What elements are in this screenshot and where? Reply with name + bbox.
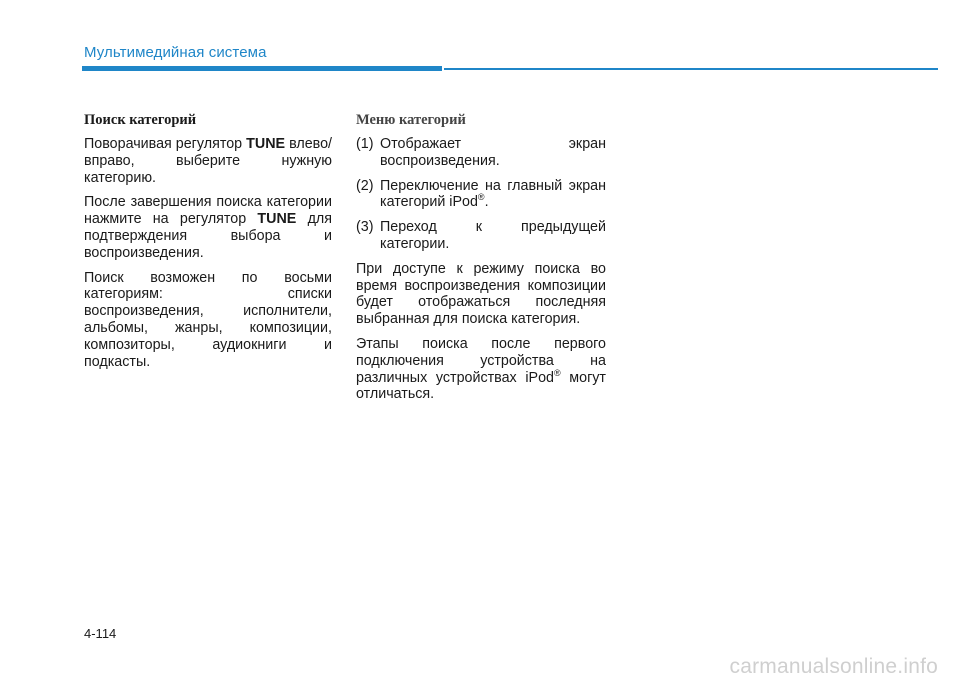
text-run: После завершения поиска категории нажмите на регулятор	[84, 194, 332, 228]
left-column	[84, 112, 332, 378]
registered-mark: ®	[477, 192, 485, 203]
text-run: могут отличаться.	[356, 369, 606, 403]
list-item-number: (2)	[356, 177, 374, 194]
registered-mark: ®	[553, 367, 561, 378]
right-column	[356, 112, 606, 411]
category-search-title: Поиск категорий	[84, 112, 197, 128]
menu-list	[356, 136, 606, 253]
category-menu-title: Меню категорий	[356, 112, 466, 128]
list-item-text: Отображает экран воспроизведения.	[380, 136, 606, 169]
text-run: для подтверждения выбора и воспроизведения.	[84, 211, 332, 261]
header-rule-thin	[444, 68, 938, 70]
paragraph-search-mode: При доступе к режиму поиска во время воспроизведения композиции будет отображаться последняя выбранная для поиска категория.	[356, 260, 606, 328]
keyword-tune: TUNE	[246, 136, 286, 152]
site-watermark: carmanualsonline.info	[729, 655, 938, 678]
paragraph-tune-confirm	[84, 194, 332, 261]
paragraph-search-steps	[356, 336, 606, 403]
paragraph-categories: Поиск возможен по восьми категориям: списки воспроизведения, исполнители, альбомы, жанры, композиции, композиторы, аудиокниги и подкасты.	[84, 269, 332, 370]
paragraph-tune-rotate	[84, 136, 332, 186]
page-number: 4-114	[84, 626, 117, 641]
list-item	[356, 178, 606, 212]
list-item	[356, 219, 606, 253]
list-item-number: (1)	[356, 136, 374, 152]
keyword-tune: TUNE	[257, 211, 297, 228]
list-item-text: Переключение на главный экран категорий iPod	[380, 177, 606, 211]
list-item	[356, 136, 606, 170]
text-run: Этапы поиска после первого подключения устройства на различных устройствах iPod	[356, 335, 606, 386]
list-item-text-end: .	[484, 194, 489, 211]
list-item-text: Переход к предыдущей категории.	[380, 219, 606, 252]
text-run: влево/вправо, выберите нужную категорию.	[84, 136, 332, 186]
text-run: Поворачивая регулятор	[84, 136, 247, 152]
list-item-number: (3)	[356, 219, 374, 236]
section-header-title: Мультимедийная система	[84, 44, 267, 61]
header-rule-thick	[82, 66, 442, 71]
